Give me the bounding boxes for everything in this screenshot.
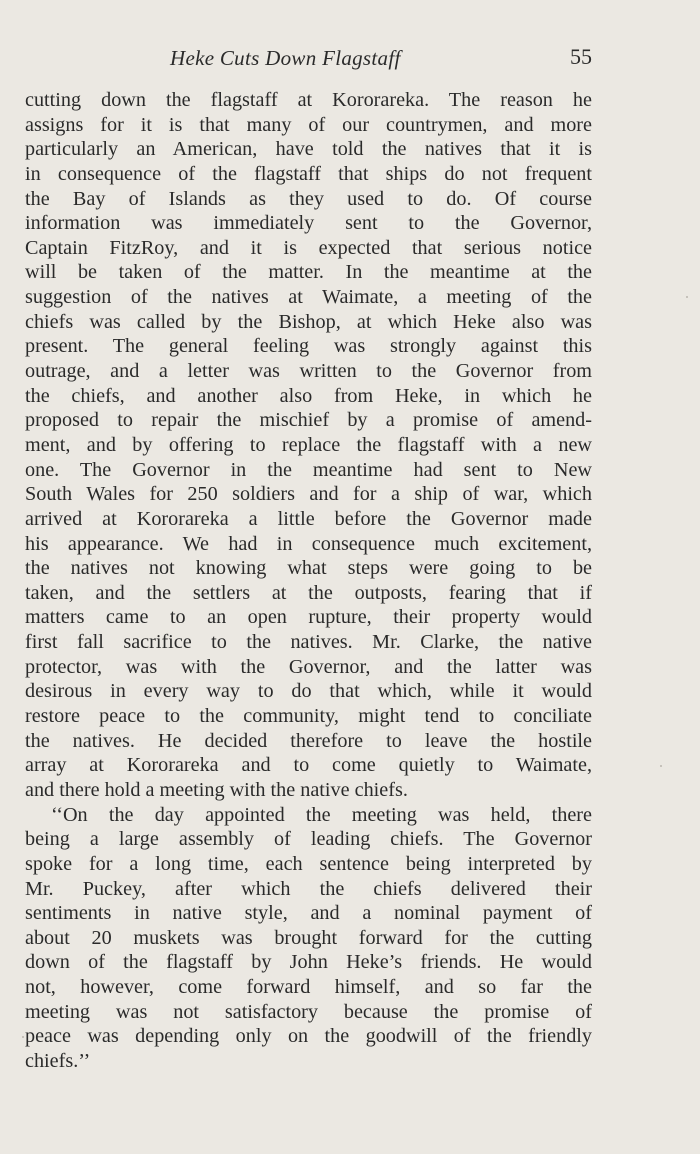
text-line: Captain FitzRoy, and it is expected that serious notice bbox=[25, 236, 592, 259]
text-line: South Wales for 250 soldiers and for a ship of war, which bbox=[25, 483, 592, 506]
text-line: spoke for a long time, each sentence being interpreted by bbox=[25, 852, 592, 875]
paper-speck bbox=[22, 1036, 24, 1038]
text-line: proposed to repair the mischief by a promise of amend- bbox=[25, 409, 592, 432]
text-line: not, however, come forward himself, and so far the bbox=[25, 976, 592, 999]
text-line: matters came to an open rupture, their property would bbox=[25, 606, 592, 629]
text-line: array at Kororareka and to come quietly to Waimate, bbox=[25, 754, 592, 777]
text-line: the natives. He decided therefore to leave the hostile bbox=[25, 729, 592, 752]
text-line: taken, and the settlers at the outposts, fearing that if bbox=[25, 581, 592, 604]
text-line: chiefs.’’ bbox=[25, 1049, 91, 1072]
page-number: 55 bbox=[570, 44, 592, 69]
running-head-title: Heke Cuts Down Flagstaff bbox=[170, 46, 401, 70]
text-line: meeting was not satisfactory because the promise of bbox=[25, 1000, 592, 1023]
text-line: outrage, and a letter was written to the Governor from bbox=[25, 360, 592, 383]
text-line: and there hold a meeting with the native chiefs. bbox=[25, 778, 408, 801]
text-line: arrived at Kororareka a little before the Governor made bbox=[25, 507, 592, 530]
text-line: chiefs was called by the Bishop, at which Heke also was bbox=[25, 310, 592, 333]
text-line: cutting down the flagstaff at Kororareka. The reason he bbox=[25, 89, 592, 111]
text-line: protector, was with the Governor, and the latter was bbox=[25, 655, 592, 678]
text-line: information was immediately sent to the Governor, bbox=[25, 212, 592, 235]
text-line: one. The Governor in the meantime had sent to New bbox=[25, 458, 592, 481]
text-line: his appearance. We had in consequence much excitement, bbox=[25, 532, 592, 555]
text-line: the chiefs, and another also from Heke, in which he bbox=[25, 384, 592, 407]
text-line: desirous in every way to do that which, while it would bbox=[25, 680, 592, 703]
paper-speck bbox=[686, 296, 688, 298]
text-line: restore peace to the community, might tend to conciliate bbox=[25, 705, 592, 728]
text-line: suggestion of the natives at Waimate, a meeting of the bbox=[25, 286, 592, 309]
text-line: first fall sacrifice to the natives. Mr. Clarke, the native bbox=[25, 631, 592, 654]
text-line: present. The general feeling was strongly against this bbox=[25, 335, 592, 358]
text-line: ment, and by offering to replace the flagstaff with a new bbox=[25, 433, 592, 456]
text-line: will be taken of the matter. In the meantime at the bbox=[25, 261, 592, 284]
text-line: assigns for it is that many of our countrymen, and more bbox=[25, 113, 592, 136]
text-line: particularly an American, have told the natives that it is bbox=[25, 138, 592, 161]
text-line: Mr. Puckey, after which the chiefs delivered their bbox=[25, 877, 592, 900]
text-line: the Bay of Islands as they used to do. Of course bbox=[25, 187, 592, 210]
text-line: about 20 muskets was brought forward for the cutting bbox=[25, 926, 592, 949]
body-text bbox=[25, 88, 592, 1074]
text-line: the natives not knowing what steps were going to be bbox=[25, 557, 592, 580]
text-line: ‘‘On the day appointed the meeting was held, there bbox=[51, 803, 592, 826]
text-line: sentiments in native style, and a nominal payment of bbox=[25, 902, 592, 925]
text-line: down of the flagstaff by John Heke’s friends. He would bbox=[25, 951, 592, 974]
paper-speck bbox=[660, 765, 662, 767]
text-line: peace was depending only on the goodwill of the friendly bbox=[25, 1025, 592, 1048]
text-line: being a large assembly of leading chiefs. The Governor bbox=[25, 828, 592, 851]
text-line: in consequence of the flagstaff that ships do not frequent bbox=[25, 162, 592, 185]
